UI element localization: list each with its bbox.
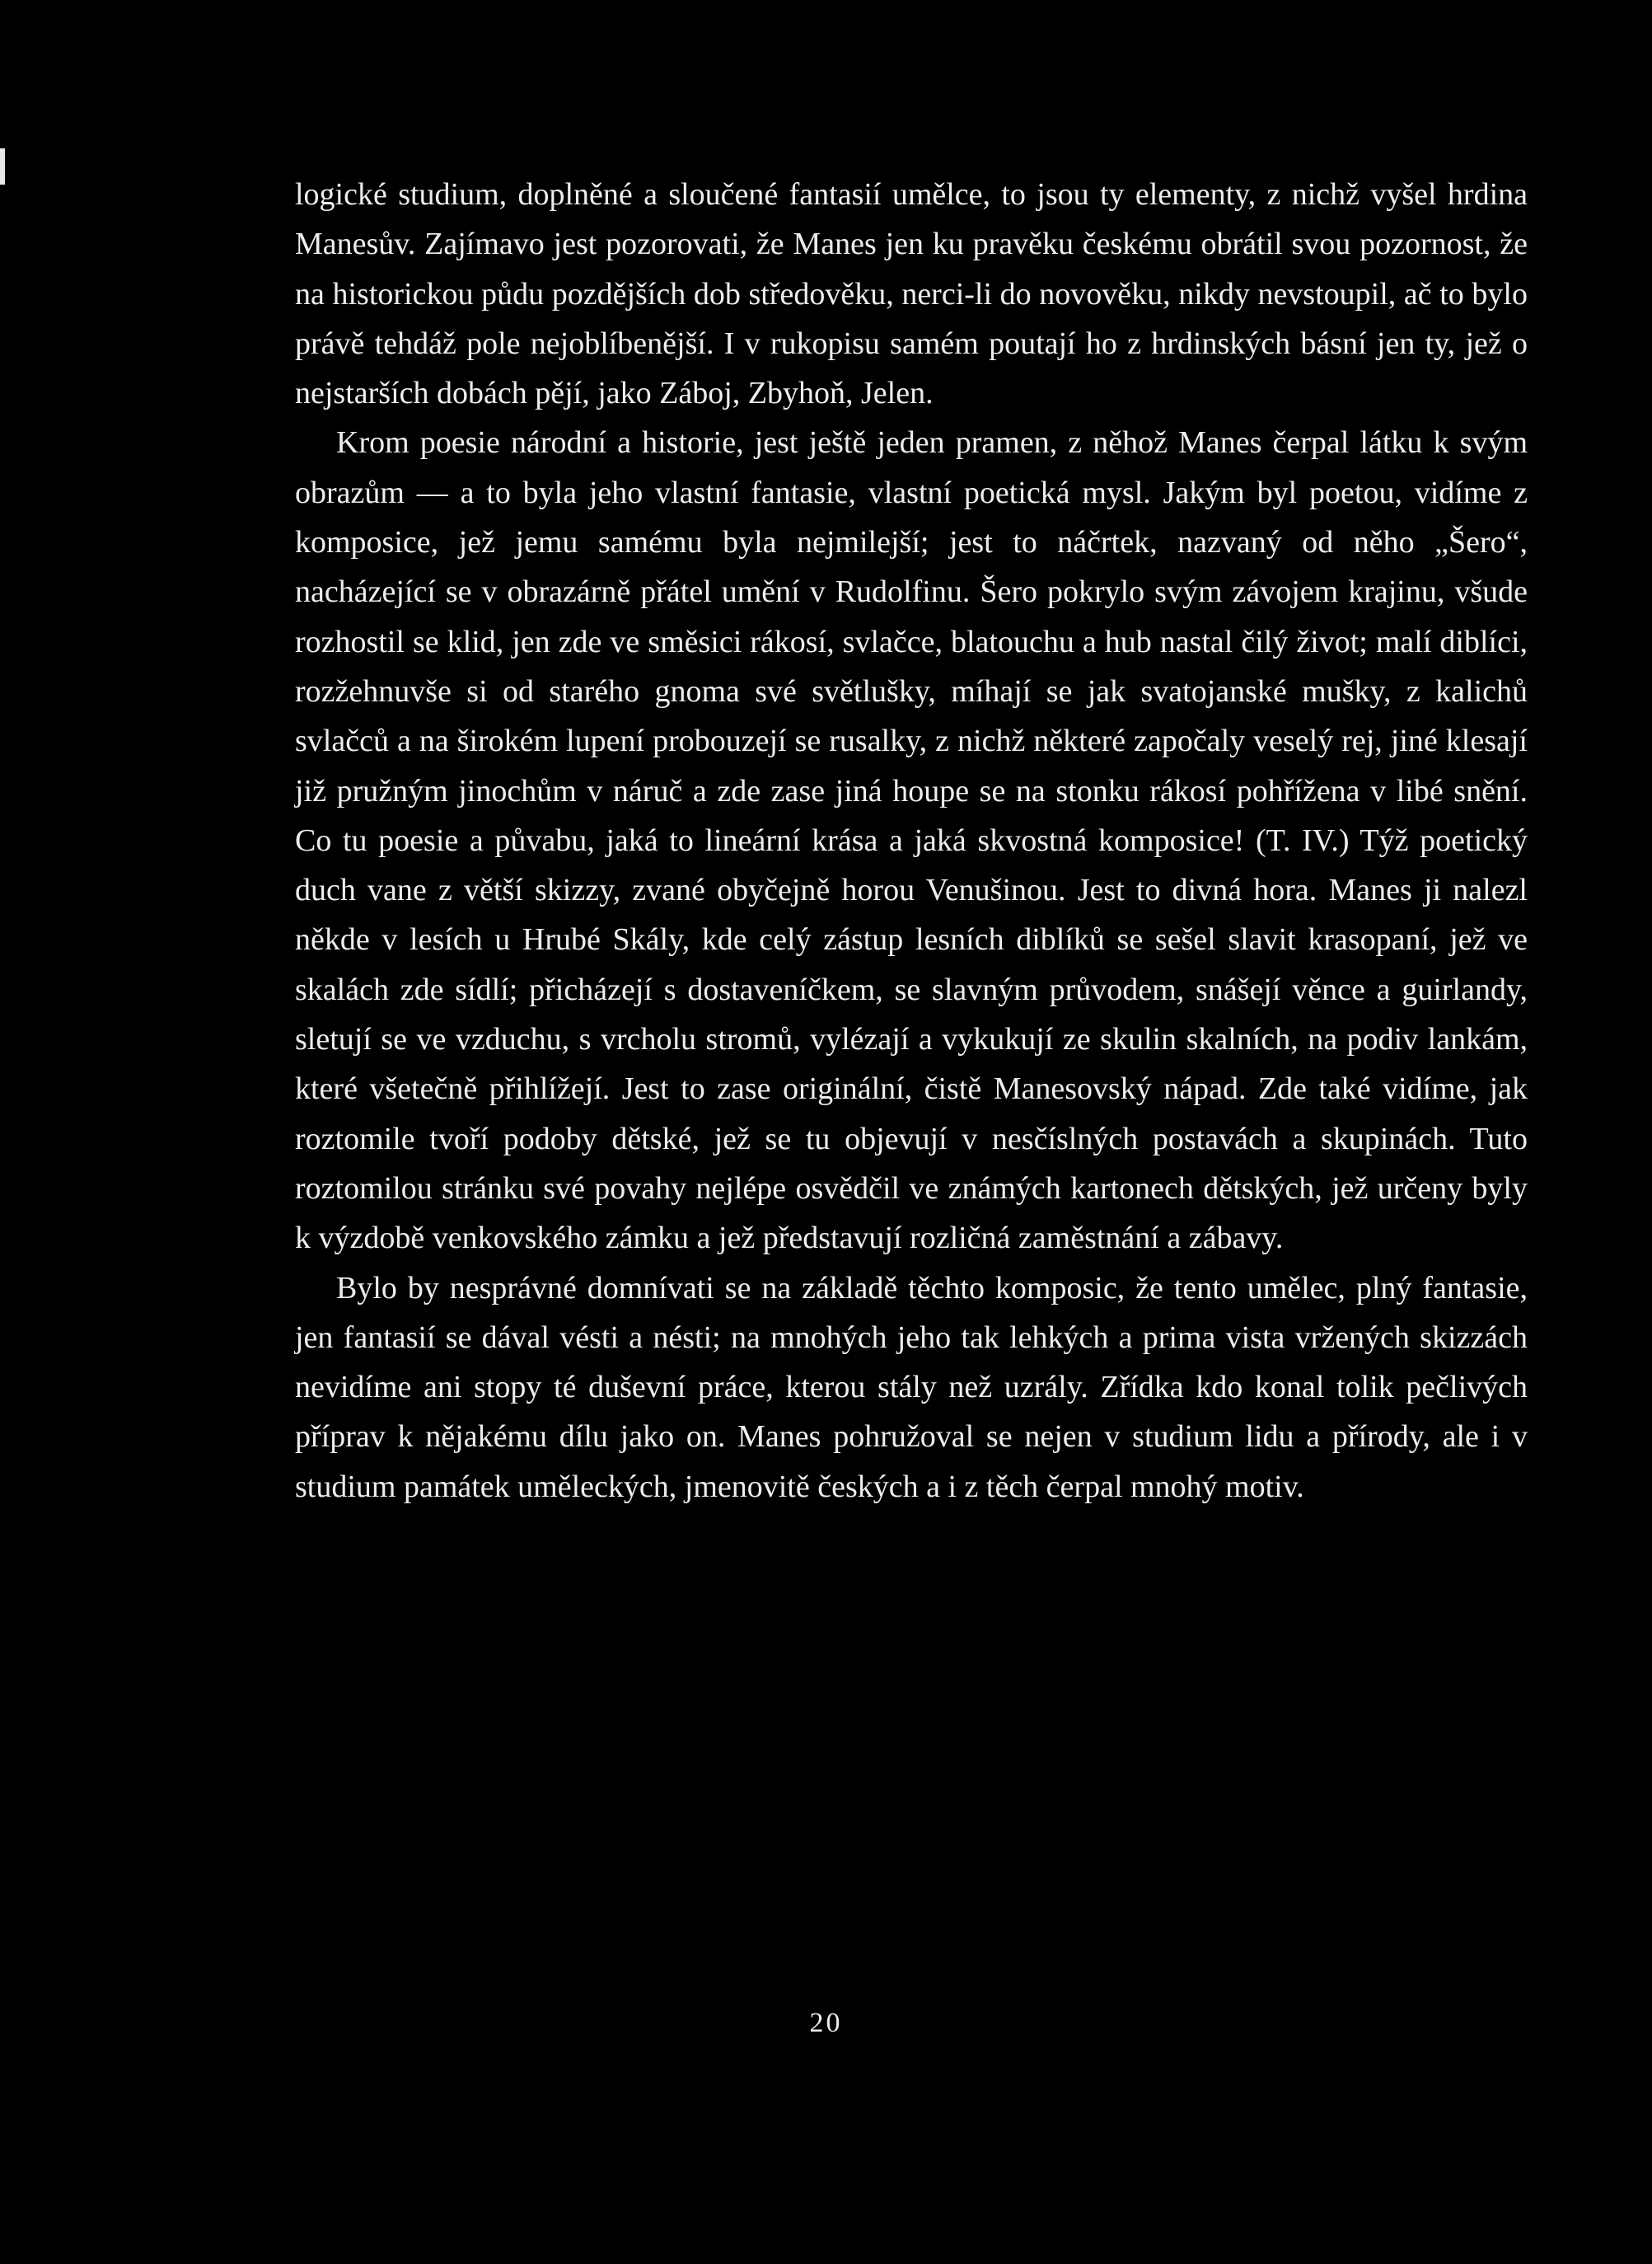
paragraph-3: Bylo by nesprávné domnívati se na základě těchto komposic, že tento umělec, plný fantasie, jen fantasií se dával vésti a nésti; na mnohých jeho tak lehkých a prima vista vržených skizzách nevidíme ani stopy té duševní práce, kterou stály než uzrály. Zřídka kdo konal tolik pečlivých příprav k nějakému dílu jako on. Manes pohružoval se nejen v studium lidu a přírody, ale i v studium památek uměleckých, jmenovitě českých a i z těch čerpal mnohý motiv. <box>295 1270 1528 1504</box>
page-number: 20 <box>809 2008 843 2038</box>
paragraph-2: Krom poesie národní a historie, jest ještě jeden pramen, z něhož Manes čerpal látku k svým obrazům — a to byla jeho vlastní fantasie, vlastní poetická mysl. Jakým byl poetou, vidíme z komposice, jež jemu samému byla nejmilejší; jest to náčrtek, nazvaný od něho „Šero“, nacházející se v obrazárně přátel umění v Rudolfinu. Šero pokrylo svým závojem krajinu, všude rozhostil se klid, jen zde ve směsici rákosí, svlačce, blatouchu a hub nastal čilý život; malí diblíci, rozžehnuvše si od starého gnoma své světlušky, míhají se jak svatojanské mušky, z kalichů svlačců a na širokém lupení probouzejí se rusalky, z nichž některé započaly veselý rej, jiné klesají již pružným jinochům v náruč a zde zase jiná houpe se na stonku rákosí pohřížena v libé snění. Co tu poesie a půvabu, jaká to lineární krása a jaká skvostná komposice! (T. IV.) Týž poetický duch vane z větší skizzy, zvané obyčejně horou Venušinou. Jest to divná hora. Manes ji nalezl někde v lesích u Hrubé Skály, kde celý zástup lesních diblíků se sešel slavit krasopaní, jež ve skalách zde sídlí; přicházejí s dostaveníčkem, se slavným průvodem, snášejí věnce a guirlandy, sletují se ve vzduchu, s vrcholu stromů, vylézají a vykukují ze skulin skalních, na podiv lankám, které všetečně přihlížejí. Jest to zase originální, čistě Manesovský nápad. Zde také vidíme, jak roztomile tvoří podoby dětské, jež se tu objevují v nesčíslných postavách a skupinách. Tuto roztomilou stránku své povahy nejlépe osvědčil ve známých kartonech dětských, jež určeny byly k výzdobě venkovského zámku a jež představují rozličná zaměstnání a zábavy. <box>295 425 1528 1256</box>
page-body-text <box>295 170 1528 1512</box>
page-edge-mark <box>0 148 5 185</box>
paragraph-1: logické studium, doplněné a sloučené fantasií umělce, to jsou ty elementy, z nichž vyšel hrdina Manesův. Zajímavo jest pozorovati, že Manes jen ku pravěku českému obrátil svou pozornost, že na historickou půdu pozdějších dob středověku, nerci-li do novověku, nikdy nevstoupil, ač to bylo právě tehdáž pole nejoblíbenější. I v rukopisu samém poutají ho z hrdinských básní jen ty, jež o nejstarších dobách pějí, jako Záboj, Zbyhoň, Jelen. <box>295 177 1528 411</box>
